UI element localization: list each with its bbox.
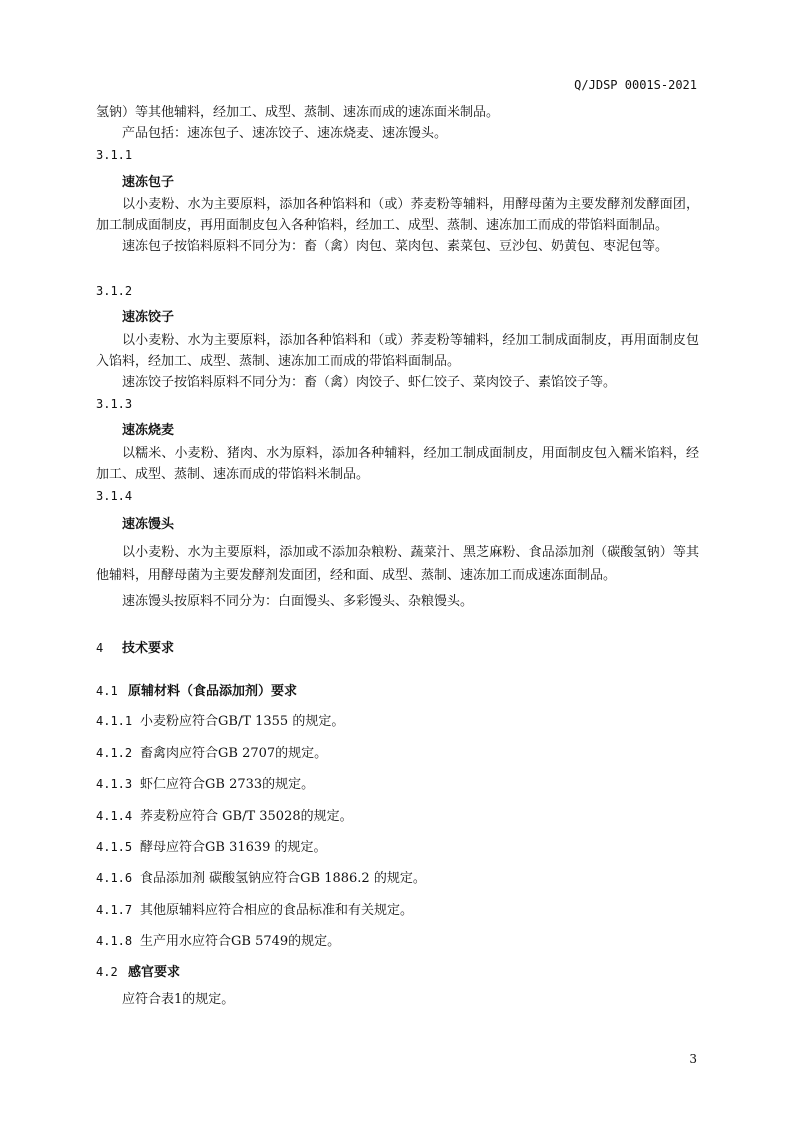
clause-number-3-1-3: 3.1.3 (96, 397, 133, 411)
item-number: 4.1.8 (96, 934, 133, 948)
paragraph: 以小麦粉、水为主要原料，添加或不添加杂粮粉、蔬菜汁、黑芝麻粉、食品添加剂（碳酸氢钠）等其他辅料，用酵母菌为主要发酵剂发面团，经和面、成型、蒸制、速冻加工而成速冻面制品。 (96, 545, 699, 583)
requirement-4-1-7 (96, 899, 413, 918)
requirement-4-1-4 (96, 805, 353, 824)
item-number: 4.1.6 (96, 871, 133, 885)
item-text: 其他原辅料应符合相应的食品标准和有关规定。 (140, 903, 414, 918)
item-text: 虾仁应符合GB 2733的规定。 (140, 777, 315, 792)
clause-title-3-1-3: 速冻烧麦 (122, 423, 175, 438)
sensory-requirement-text: 应符合表1的规定。 (122, 992, 235, 1007)
clause-body-3-1-1 (96, 194, 699, 257)
clause-title-3-1-4: 速冻馒头 (122, 517, 175, 532)
section-heading-4-2 (96, 961, 180, 980)
item-number: 4.1.7 (96, 903, 133, 917)
section-number: 4.2 (96, 965, 118, 979)
clause-title-3-1-1: 速冻包子 (122, 175, 175, 190)
requirement-4-1-5 (96, 836, 327, 855)
section-title: 原辅材料（食品添加剂）要求 (128, 684, 298, 699)
item-number: 4.1.3 (96, 777, 133, 791)
section-3-1-continuation (96, 102, 699, 144)
clause-number-3-1-1: 3.1.1 (96, 148, 133, 162)
requirement-4-1-6 (96, 867, 426, 886)
item-text: 生产用水应符合GB 5749的规定。 (140, 934, 341, 949)
paragraph: 以小麦粉、水为主要原料，添加各种馅料和（或）荞麦粉等辅料，用酵母菌为主要发酵剂发酵面团，加工制成面制皮，再用面制皮包入各种馅料，经加工、成型、蒸制、速冻加工而成的带馅料面制品。 (96, 197, 699, 233)
section-title: 技术要求 (122, 641, 175, 656)
section-heading-4-1 (96, 680, 297, 699)
item-text: 食品添加剂 碳酸氢钠应符合GB 1886.2 的规定。 (140, 871, 426, 886)
item-text: 畜禽肉应符合GB 2707的规定。 (140, 746, 328, 761)
requirement-4-1-3 (96, 773, 314, 792)
item-number: 4.1.5 (96, 840, 133, 854)
item-text: 酵母应符合GB 31639 的规定。 (140, 840, 327, 855)
requirement-4-1-2 (96, 742, 327, 761)
section-title: 感官要求 (128, 965, 181, 980)
item-number: 4.1.2 (96, 746, 133, 760)
clause-body-3-1-4 (96, 541, 699, 613)
requirement-4-1-8 (96, 930, 340, 949)
paragraph: 速冻饺子按馅料原料不同分为：畜（禽）肉饺子、虾仁饺子、菜肉饺子、素馅饺子等。 (122, 375, 617, 390)
section-number: 4 (96, 641, 104, 655)
paragraph: 以小麦粉、水为主要原料，添加各种馅料和（或）荞麦粉等辅料，经加工制成面制皮，再用面制皮包入馅料，经加工、成型、蒸制、速冻加工而成的带馅料面制品。 (96, 333, 699, 369)
continuation-line: 氢钠）等其他辅料，经加工、成型、蒸制、速冻而成的速冻面米制品。 (96, 105, 500, 120)
section-number: 4.1 (96, 684, 118, 698)
item-text: 小麦粉应符合GB/T 1355 的规定。 (140, 714, 345, 729)
products-line: 产品包括：速冻包子、速冻饺子、速冻烧麦、速冻馒头。 (122, 126, 448, 141)
clause-number-3-1-4: 3.1.4 (96, 489, 133, 503)
page-number: 3 (689, 1052, 697, 1066)
document-code: Q/JDSP 0001S-2021 (574, 78, 697, 92)
paragraph: 速冻包子按馅料原料不同分为：畜（禽）肉包、菜肉包、素菜包、豆沙包、奶黄包、枣泥包等。 (122, 239, 669, 254)
clause-number-3-1-2: 3.1.2 (96, 284, 133, 298)
item-number: 4.1.4 (96, 809, 133, 823)
clause-body-3-1-2 (96, 330, 699, 393)
section-heading-4 (96, 637, 174, 656)
requirement-4-1-1 (96, 710, 344, 729)
paragraph: 速冻馒头按原料不同分为：白面馒头、多彩馒头、杂粮馒头。 (122, 594, 474, 609)
item-number: 4.1.1 (96, 714, 133, 728)
clause-body-3-1-3 (96, 443, 699, 485)
paragraph: 以糯米、小麦粉、猪肉、水为原料，添加各种辅料，经加工制成面制皮，用面制皮包入糯米馅料，经加工、成型、蒸制、速冻而成的带馅料米制品。 (96, 446, 699, 482)
item-text: 荞麦粉应符合 GB/T 35028的规定。 (140, 809, 353, 824)
clause-title-3-1-2: 速冻饺子 (122, 310, 175, 325)
